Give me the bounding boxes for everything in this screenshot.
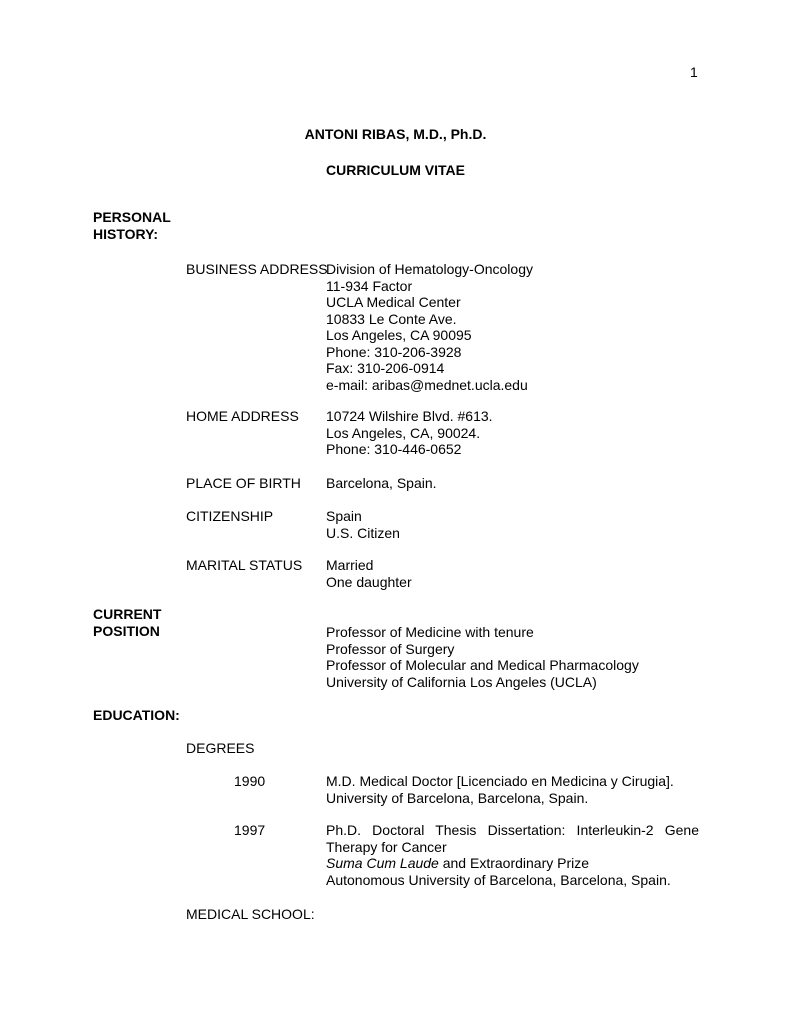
heading-line: PERSONAL [93, 209, 171, 225]
cv-name: ANTONI RIBAS, M.D., Ph.D. [304, 126, 487, 142]
degree-line: Autonomous University of Barcelona, Barcelona, Spain. [326, 871, 671, 888]
position-line: University of California Los Angeles (UCLA) [326, 673, 597, 690]
home-address-label: HOME ADDRESS [186, 408, 299, 424]
personal-history-heading [93, 209, 171, 242]
medical-school-label: MEDICAL SCHOOL: [186, 906, 315, 922]
address-line: Los Angeles, CA 90095 [326, 327, 472, 343]
citizenship-value [326, 508, 400, 541]
heading-line: POSITION [93, 622, 160, 639]
degree-description [326, 773, 674, 806]
degree-description [326, 822, 699, 888]
address-line: 10833 Le Conte Ave. [326, 310, 457, 327]
phone-line: Phone: 310-446-0652 [326, 441, 462, 457]
degree-line: Ph.D. Doctoral Thesis Dissertation: Interleukin-2 Gene [326, 822, 699, 838]
position-line: Professor of Molecular and Medical Pharmacology [326, 657, 639, 673]
address-line: Los Angeles, CA, 90024. [326, 424, 481, 441]
address-line: UCLA Medical Center [326, 294, 461, 310]
document-title: CURRICULUM VITAE [326, 162, 465, 178]
heading-line: HISTORY: [93, 225, 159, 242]
degree-year: 1990 [234, 773, 266, 789]
degree-line: Therapy for Cancer [326, 838, 447, 855]
phone-line: Phone: 310-206-3928 [326, 343, 462, 360]
citizenship-line: U.S. Citizen [326, 524, 400, 541]
fax-line: Fax: 310-206-0914 [326, 360, 445, 376]
current-position-heading [93, 606, 161, 639]
degree-honors-line [326, 855, 699, 872]
current-position-value [326, 624, 639, 690]
honors-rest: and Extraordinary Prize [438, 855, 590, 871]
address-line: Division of Hematology-Oncology [326, 261, 533, 277]
degree-line: University of Barcelona, Barcelona, Spain. [326, 789, 589, 806]
citizenship-line: Spain [326, 508, 362, 524]
position-line: Professor of Medicine with tenure [326, 624, 534, 640]
marital-status-value [326, 557, 412, 590]
place-of-birth-value: Barcelona, Spain. [326, 475, 437, 491]
marital-line: One daughter [326, 573, 412, 590]
page-number: 1 [690, 64, 698, 80]
degrees-label: DEGREES [186, 740, 255, 756]
marital-status-label: MARITAL STATUS [186, 557, 303, 573]
address-line: 11-934 Factor [326, 277, 413, 294]
home-address-value [326, 408, 493, 458]
position-line: Professor of Surgery [326, 640, 455, 657]
education-heading: EDUCATION: [93, 707, 180, 723]
heading-line: CURRENT [93, 606, 162, 622]
marital-line: Married [326, 557, 374, 573]
business-address-label: BUSINESS ADDRESS [186, 261, 328, 277]
honors-italic: Suma Cum Laude [326, 855, 439, 871]
place-of-birth-label: PLACE OF BIRTH [186, 475, 301, 491]
address-line: 10724 Wilshire Blvd. #613. [326, 408, 493, 424]
business-address-value [326, 261, 533, 393]
degree-line: M.D. Medical Doctor [Licenciado en Medicina y Cirugia]. [326, 773, 674, 789]
degree-year: 1997 [234, 822, 266, 838]
citizenship-label: CITIZENSHIP [186, 508, 274, 524]
email-line: e-mail: aribas@mednet.ucla.edu [326, 376, 528, 393]
